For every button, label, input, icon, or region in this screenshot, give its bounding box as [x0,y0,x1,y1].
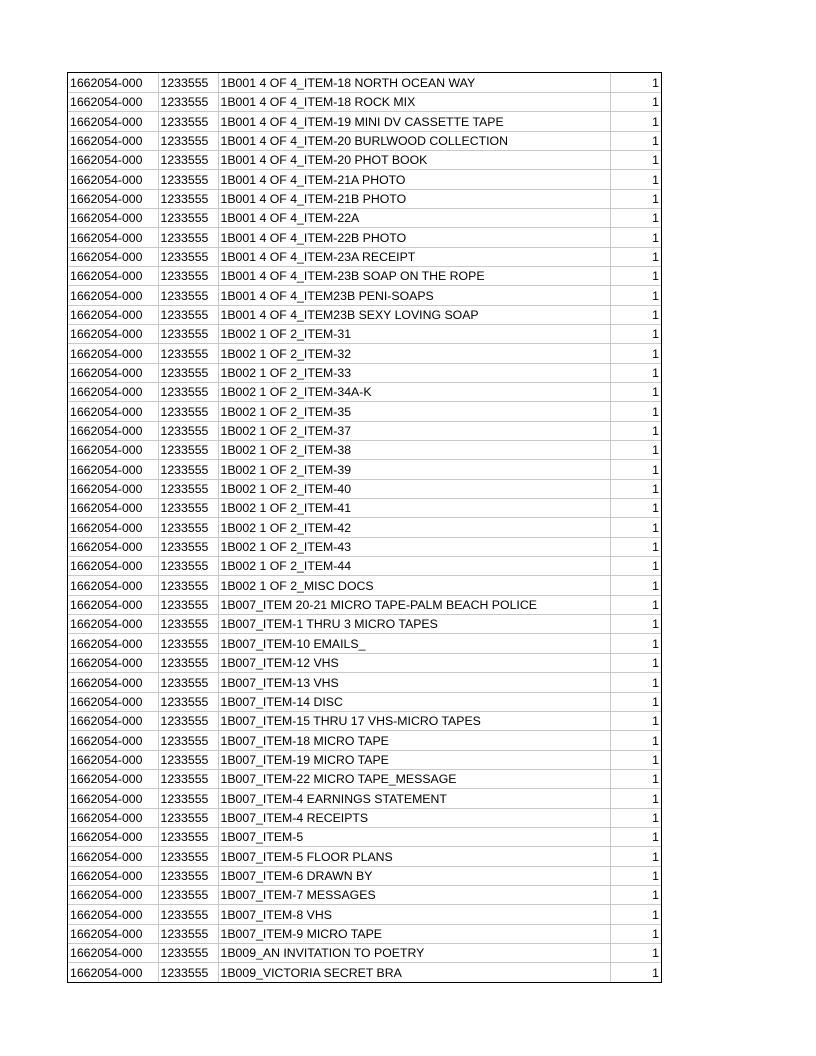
table-row [68,924,661,943]
quantity-cell: 1 [610,479,661,498]
item-description-cell: 1B009_VICTORIA SECRET BRA [218,963,610,982]
table-row [68,595,661,614]
case-number-cell: 1662054-000 [68,885,158,904]
table-row [68,653,661,672]
quantity-cell: 1 [610,885,661,904]
table-row [68,112,661,131]
reference-number-cell: 1233555 [158,847,218,866]
case-number-cell: 1662054-000 [68,170,158,189]
item-description-cell: 1B007_ITEM-13 VHS [218,673,610,692]
quantity-cell: 1 [610,150,661,169]
case-number-cell: 1662054-000 [68,905,158,924]
reference-number-cell: 1233555 [158,460,218,479]
table-row [68,866,661,885]
reference-number-cell: 1233555 [158,73,218,92]
reference-number-cell: 1233555 [158,750,218,769]
quantity-cell: 1 [610,189,661,208]
item-description-cell: 1B007_ITEM-5 [218,827,610,846]
reference-number-cell: 1233555 [158,615,218,634]
item-description-cell: 1B001 4 OF 4_ITEM-22B PHOTO [218,228,610,247]
reference-number-cell: 1233555 [158,479,218,498]
case-number-cell: 1662054-000 [68,479,158,498]
quantity-cell: 1 [610,905,661,924]
case-number-cell: 1662054-000 [68,827,158,846]
reference-number-cell: 1233555 [158,576,218,595]
item-description-cell: 1B002 1 OF 2_ITEM-31 [218,324,610,343]
case-number-cell: 1662054-000 [68,576,158,595]
quantity-cell: 1 [610,595,661,614]
case-number-cell: 1662054-000 [68,402,158,421]
item-description-cell: 1B002 1 OF 2_ITEM-38 [218,441,610,460]
reference-number-cell: 1233555 [158,499,218,518]
table-row [68,286,661,305]
reference-number-cell: 1233555 [158,557,218,576]
table-row [68,421,661,440]
table-row [68,363,661,382]
quantity-cell: 1 [610,131,661,150]
case-number-cell: 1662054-000 [68,673,158,692]
item-description-cell: 1B007_ITEM-12 VHS [218,653,610,672]
case-number-cell: 1662054-000 [68,247,158,266]
item-description-cell: 1B007_ITEM-10 EMAILS_ [218,634,610,653]
table-row [68,131,661,150]
table-row [68,963,661,982]
quantity-cell: 1 [610,692,661,711]
quantity-cell: 1 [610,576,661,595]
reference-number-cell: 1233555 [158,963,218,982]
reference-number-cell: 1233555 [158,228,218,247]
reference-number-cell: 1233555 [158,208,218,227]
table-row [68,827,661,846]
case-number-cell: 1662054-000 [68,286,158,305]
item-description-cell: 1B001 4 OF 4_ITEM23B SEXY LOVING SOAP [218,305,610,324]
quantity-cell: 1 [610,673,661,692]
reference-number-cell: 1233555 [158,305,218,324]
table-row [68,731,661,750]
table-row [68,518,661,537]
item-description-cell: 1B002 1 OF 2_ITEM-39 [218,460,610,479]
quantity-cell: 1 [610,924,661,943]
item-description-cell: 1B009_AN INVITATION TO POETRY [218,943,610,962]
table-row [68,905,661,924]
table-row [68,170,661,189]
item-description-cell: 1B007_ITEM-14 DISC [218,692,610,711]
item-description-cell: 1B002 1 OF 2_ITEM-42 [218,518,610,537]
item-description-cell: 1B007_ITEM-7 MESSAGES [218,885,610,904]
quantity-cell: 1 [610,943,661,962]
item-description-cell: 1B001 4 OF 4_ITEM23B PENI-SOAPS [218,286,610,305]
reference-number-cell: 1233555 [158,170,218,189]
case-number-cell: 1662054-000 [68,460,158,479]
case-number-cell: 1662054-000 [68,963,158,982]
quantity-cell: 1 [610,363,661,382]
quantity-cell: 1 [610,634,661,653]
table-row [68,634,661,653]
case-number-cell: 1662054-000 [68,324,158,343]
case-number-cell: 1662054-000 [68,344,158,363]
quantity-cell: 1 [610,537,661,556]
item-description-cell: 1B001 4 OF 4_ITEM-18 ROCK MIX [218,92,610,111]
reference-number-cell: 1233555 [158,769,218,788]
item-description-cell: 1B007_ITEM-5 FLOOR PLANS [218,847,610,866]
table-row [68,305,661,324]
table-row [68,576,661,595]
reference-number-cell: 1233555 [158,711,218,730]
reference-number-cell: 1233555 [158,634,218,653]
quantity-cell: 1 [610,769,661,788]
item-description-cell: 1B007_ITEM-4 EARNINGS STATEMENT [218,789,610,808]
item-description-cell: 1B001 4 OF 4_ITEM-18 NORTH OCEAN WAY [218,73,610,92]
case-number-cell: 1662054-000 [68,131,158,150]
quantity-cell: 1 [652,966,659,981]
reference-number-cell: 1233555 [158,789,218,808]
quantity-cell: 1 [610,112,661,131]
quantity-cell: 1 [610,731,661,750]
case-number-cell: 1662054-000 [68,847,158,866]
quantity-cell: 1 [610,615,661,634]
item-description-cell: 1B001 4 OF 4_ITEM-19 MINI DV CASSETTE TAPE [218,112,610,131]
table-row [68,808,661,827]
table-row [68,692,661,711]
quantity-cell: 1 [610,344,661,363]
item-description-cell: 1B002 1 OF 2_ITEM-40 [218,479,610,498]
item-description-cell: 1B007_ITEM-22 MICRO TAPE_MESSAGE [218,769,610,788]
reference-number-cell: 1233555 [158,150,218,169]
item-description-cell: 1B001 4 OF 4_ITEM-20 BURLWOOD COLLECTION [218,131,610,150]
case-number-cell: 1662054-000 [68,208,158,227]
item-description-cell: 1B002 1 OF 2_MISC DOCS [218,576,610,595]
item-description-cell: 1B002 1 OF 2_ITEM-34A-K [218,383,610,402]
table-row [68,247,661,266]
case-number-cell: 1662054-000 [68,228,158,247]
inventory-table [68,73,661,982]
table-row [68,943,661,962]
table-row [68,228,661,247]
case-number-cell: 1662054-000 [68,537,158,556]
quantity-cell: 1 [610,866,661,885]
reference-number-cell: 1233555 [158,344,218,363]
case-number-cell: 1662054-000 [68,943,158,962]
reference-number-cell: 1233555 [158,537,218,556]
quantity-cell: 1 [610,460,661,479]
table-row [68,885,661,904]
case-number-cell: 1662054-000 [68,711,158,730]
table-row [68,673,661,692]
case-number-cell: 1662054-000 [68,92,158,111]
table-row [68,537,661,556]
case-number-cell: 1662054-000 [68,692,158,711]
reference-number-cell: 1233555 [158,131,218,150]
reference-number-cell: 1233555 [158,383,218,402]
table-row [68,460,661,479]
reference-number-cell: 1233555 [158,653,218,672]
case-number-cell: 1662054-000 [68,653,158,672]
quantity-cell: 1 [610,847,661,866]
table-row [68,208,661,227]
reference-number-cell: 1233555 [158,518,218,537]
reference-number-cell: 1233555 [158,673,218,692]
case-number-cell: 1662054-000 [68,731,158,750]
table-row [68,750,661,769]
quantity-cell: 1 [610,324,661,343]
item-description-cell: 1B002 1 OF 2_ITEM-37 [218,421,610,440]
reference-number-cell: 1233555 [158,731,218,750]
item-description-cell: 1B002 1 OF 2_ITEM-41 [218,499,610,518]
item-description-cell: 1B001 4 OF 4_ITEM-21B PHOTO [218,189,610,208]
quantity-cell: 1 [610,402,661,421]
reference-number-cell: 1233555 [158,827,218,846]
item-description-cell: 1B002 1 OF 2_ITEM-43 [218,537,610,556]
item-description-cell: 1B002 1 OF 2_ITEM-32 [218,344,610,363]
quantity-cell: 1 [610,266,661,285]
table-row [68,557,661,576]
table-row [68,324,661,343]
table-row [68,499,661,518]
item-description-cell: 1B002 1 OF 2_ITEM-33 [218,363,610,382]
quantity-cell: 1 [610,228,661,247]
reference-number-cell: 1233555 [158,595,218,614]
item-description-cell: 1B007_ITEM 20-21 MICRO TAPE-PALM BEACH POLICE [218,595,610,614]
item-description-cell: 1B002 1 OF 2_ITEM-35 [218,402,610,421]
item-description-cell: 1B001 4 OF 4_ITEM-21A PHOTO [218,170,610,189]
quantity-cell: 1 [610,808,661,827]
case-number-cell: 1662054-000 [68,595,158,614]
quantity-cell: 1 [610,711,661,730]
reference-number-cell: 1233555 [158,885,218,904]
table-row [68,150,661,169]
item-description-cell: 1B007_ITEM-4 RECEIPTS [218,808,610,827]
quantity-cell: 1 [610,286,661,305]
table-row [68,441,661,460]
quantity-cell: 1 [610,827,661,846]
quantity-cell: 1 [610,557,661,576]
item-description-cell: 1B002 1 OF 2_ITEM-44 [218,557,610,576]
quantity-cell: 1 [610,518,661,537]
item-description-cell: 1B001 4 OF 4_ITEM-23B SOAP ON THE ROPE [218,266,610,285]
reference-number-cell: 1233555 [158,189,218,208]
reference-number-cell: 1233555 [158,286,218,305]
quantity-cell: 1 [610,208,661,227]
case-number-cell: 1662054-000 [68,383,158,402]
reference-number-cell: 1233555 [158,324,218,343]
reference-number-cell: 1233555 [158,363,218,382]
item-description-cell: 1B001 4 OF 4_ITEM-22A [218,208,610,227]
evidence-inventory-sheet [67,72,662,983]
item-description-cell: 1B007_ITEM-1 THRU 3 MICRO TAPES [218,615,610,634]
reference-number-cell: 1233555 [158,905,218,924]
table-row [68,789,661,808]
table-row [68,73,661,92]
case-number-cell: 1662054-000 [68,266,158,285]
quantity-cell: 1 [610,653,661,672]
inventory-table-body [68,73,661,982]
reference-number-cell: 1233555 [158,441,218,460]
quantity-cell: 1 [610,247,661,266]
quantity-cell: 1 [610,73,661,92]
case-number-cell: 1662054-000 [68,112,158,131]
table-row [68,189,661,208]
table-row [68,266,661,285]
table-row [68,479,661,498]
item-description-cell: 1B007_ITEM-19 MICRO TAPE [218,750,610,769]
item-description-cell: 1B001 4 OF 4_ITEM-20 PHOT BOOK [218,150,610,169]
table-row [68,847,661,866]
item-description-cell: 1B007_ITEM-6 DRAWN BY [218,866,610,885]
table-row [68,711,661,730]
table-row [68,344,661,363]
reference-number-cell: 1233555 [158,808,218,827]
case-number-cell: 1662054-000 [68,499,158,518]
quantity-cell: 1 [610,789,661,808]
case-number-cell: 1662054-000 [68,769,158,788]
quantity-cell: 1 [610,499,661,518]
case-number-cell: 1662054-000 [68,634,158,653]
case-number-cell: 1662054-000 [68,421,158,440]
quantity-cell: 1 [610,92,661,111]
item-description-cell: 1B007_ITEM-18 MICRO TAPE [218,731,610,750]
table-row [68,92,661,111]
quantity-cell: 1 [610,305,661,324]
case-number-cell: 1662054-000 [68,150,158,169]
reference-number-cell: 1233555 [158,112,218,131]
case-number-cell: 1662054-000 [68,808,158,827]
item-description-cell: 1B007_ITEM-8 VHS [218,905,610,924]
quantity-cell: 1 [610,421,661,440]
quantity-cell: 1 [610,441,661,460]
case-number-cell: 1662054-000 [68,189,158,208]
reference-number-cell: 1233555 [158,402,218,421]
case-number-cell: 1662054-000 [68,866,158,885]
table-row [68,615,661,634]
reference-number-cell: 1233555 [158,866,218,885]
case-number-cell: 1662054-000 [68,557,158,576]
case-number-cell: 1662054-000 [68,615,158,634]
reference-number-cell: 1233555 [158,266,218,285]
case-number-cell: 1662054-000 [68,363,158,382]
case-number-cell: 1662054-000 [68,73,158,92]
case-number-cell: 1662054-000 [68,789,158,808]
item-description-cell: 1B007_ITEM-15 THRU 17 VHS-MICRO TAPES [218,711,610,730]
table-row [68,383,661,402]
reference-number-cell: 1233555 [158,924,218,943]
table-row [68,769,661,788]
reference-number-cell: 1233555 [158,421,218,440]
reference-number-cell: 1233555 [158,247,218,266]
reference-number-cell: 1233555 [158,692,218,711]
item-description-cell: 1B001 4 OF 4_ITEM-23A RECEIPT [218,247,610,266]
case-number-cell: 1662054-000 [68,750,158,769]
reference-number-cell: 1233555 [158,943,218,962]
case-number-cell: 1662054-000 [68,924,158,943]
item-description-cell: 1B007_ITEM-9 MICRO TAPE [218,924,610,943]
quantity-cell: 1 [610,383,661,402]
quantity-cell: 1 [610,170,661,189]
case-number-cell: 1662054-000 [68,441,158,460]
case-number-cell: 1662054-000 [68,518,158,537]
case-number-cell: 1662054-000 [68,305,158,324]
quantity-cell: 1 [610,750,661,769]
table-row [68,402,661,421]
reference-number-cell: 1233555 [158,92,218,111]
